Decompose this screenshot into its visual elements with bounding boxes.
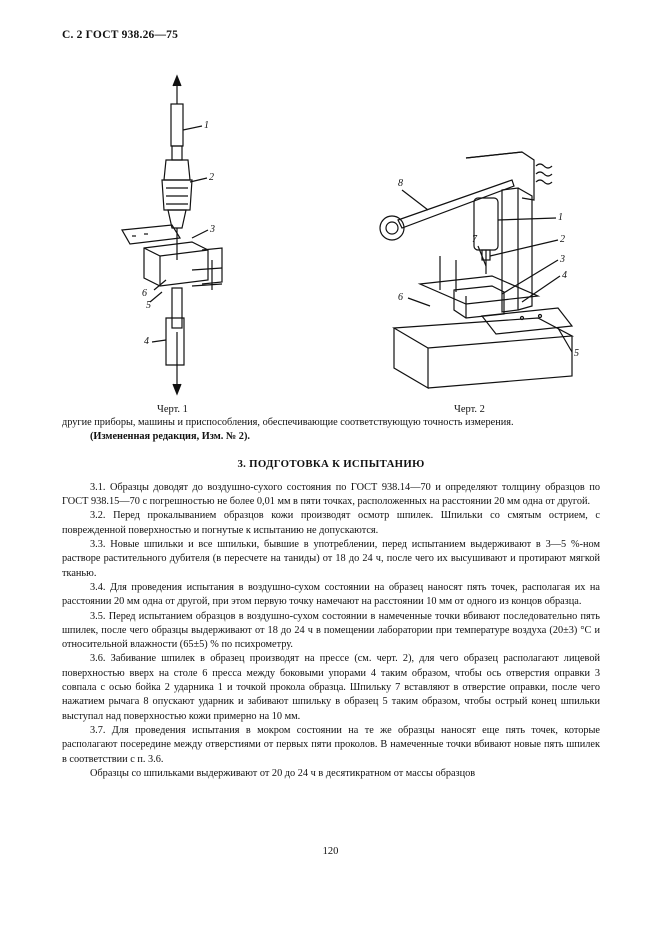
fig1-label-4: 4	[144, 336, 149, 347]
paragraph-3-7: 3.7. Для проведения испытания в мокром состоянии на те же образцы наносят еще пять точек, которые располагают посередине между отверстиями от первых пяти проколов. В намеченные точки вбивают новые пять шпилек в соответствии с п. 3.6.	[62, 724, 600, 765]
paragraph-3-3: 3.3. Новые шпильки и все шпильки, бывшие в употреблении, перед испытанием выдерживают в 3—5 %-ном растворе растительного дубителя (в пересчете на таниды) от 18 до 24 ч, после чего их высушивают и протирают мягкой тканью.	[62, 539, 600, 579]
section-title: 3. ПОДГОТОВКА К ИСПЫТАНИЮ	[237, 457, 425, 470]
paragraph-continued: Образцы со шпильками выдерживают от 20 до 24 ч в десятикратном от массы образцов	[90, 767, 476, 779]
fig1-label-6: 6	[142, 288, 147, 299]
page-number: 120	[322, 846, 339, 857]
paragraph-3-2: 3.2. Перед прокалыванием образцов кожи производят осмотр шпилек. Шпильки со смятым острием, с поврежденной поверхностью и погнутые к испытанию не допускаются.	[62, 510, 600, 536]
fig2-label-5: 5	[574, 348, 579, 359]
intro-text: другие приборы, машины и приспособления, обеспечивающие соответствующую точность измерения.	[62, 417, 514, 428]
body-text	[62, 416, 600, 781]
fig2-label-6: 6	[398, 292, 403, 303]
fig2-label-7: 7	[472, 234, 477, 245]
fig2-label-2: 2	[560, 234, 565, 245]
fig2-label-4: 4	[562, 270, 567, 281]
figure-1-caption: Черт. 1	[157, 404, 188, 415]
paragraph-3-4: 3.4. Для проведения испытания в воздушно-сухом состоянии на образец наносят пять точек, располагая их на расстоянии 20 мм одна от другой, при этом первую точку намечают на расстоянии 10 мм от одного из концов образца.	[62, 581, 600, 608]
figure-2-caption: Черт. 2	[454, 404, 485, 415]
paragraph-3-5: 3.5. Перед испытанием образцов в воздушно-сухом состоянии в намеченные точки вбивают последовательно пять шпилек, после чего образцы выдерживают от 18 до 24 ч в помещении лаборатории при температуре воздуха (20±3) °С и относительной влажности (65±5) % по психрометру.	[62, 610, 600, 651]
paragraph-3-1: 3.1. Образцы доводят до воздушно-сухого состояния по ГОСТ 938.14—70 и определяют толщину образцов по ГОСТ 938.15—70 с погрешностью не более 0,01 мм в пяти точках, расположенных на расстоянии 20 мм одна от другой.	[62, 481, 600, 508]
figure-2-drawing	[362, 70, 622, 400]
fig1-label-3: 3	[210, 224, 215, 235]
figure-1-drawing	[62, 70, 262, 400]
paragraph-3-6: 3.6. Забивание шпилек в образец производят на прессе (см. черт. 2), для чего образец располагают лицевой поверхностью вверх на столе 6 пресса между боковыми упорами 4 таким образом, чтобы ось отверстия оправки 3 совпала с осью бойка 2 ударника 1 и точкой прокола образца. Шпильку 7 вставляют в отверстие оправки, после чего нажатием рычага 8 опускают ударник и забивают шпильку в образец 5 таким образом, чтобы острый конец шпильки выступал над поверхностью кожи примерно на 10 мм.	[62, 653, 600, 722]
figures-area	[62, 70, 602, 415]
fig2-label-3: 3	[560, 254, 565, 265]
fig2-label-8: 8	[398, 178, 403, 189]
fig1-label-5: 5	[146, 300, 151, 311]
edition-note: (Измененная редакция, Изм. № 2).	[90, 431, 250, 443]
page-header: С. 2 ГОСТ 938.26—75	[62, 29, 179, 41]
fig2-label-1: 1	[558, 212, 563, 223]
fig1-label-1: 1	[204, 120, 209, 131]
fig1-label-2: 2	[209, 172, 214, 183]
